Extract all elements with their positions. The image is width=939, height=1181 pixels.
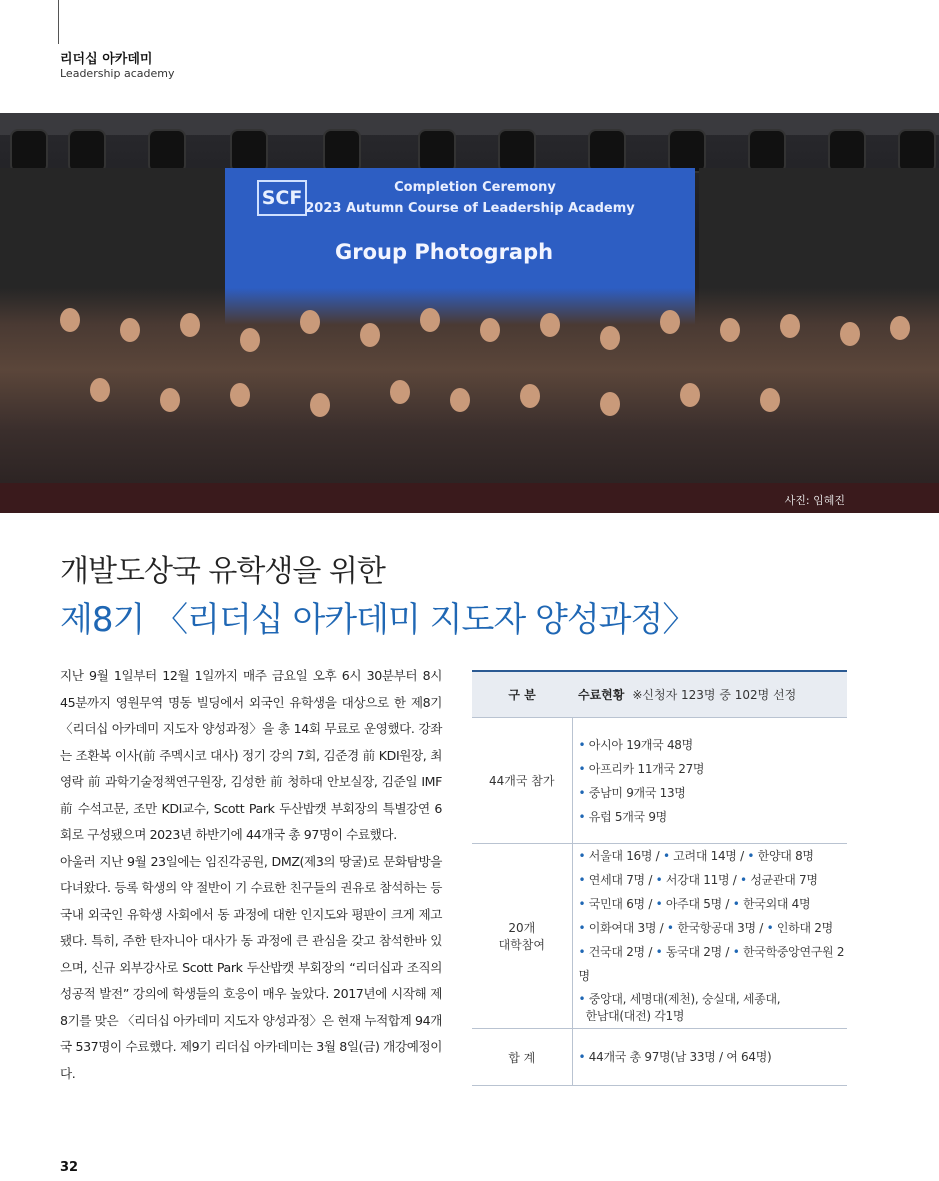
row-label-universities-b: 대학참여 [498,938,545,952]
list-item: • 연세대 7명 / • 서강대 11명 / • 성균관대 7명 [578,873,818,887]
page-number: 32 [60,1160,79,1175]
table-row-universities [472,844,847,1029]
article-body [60,663,442,1087]
list-item: • 아시아 19개국 48명 [578,737,693,752]
table-header-status-label: 수료현황 [578,688,625,702]
screen-line-2: 2023 Autumn Course of Leadership Academy [305,201,635,216]
list-item: • 서울대 16명 / • 고려대 14명 / • 한양대 8명 [578,849,814,863]
row-total-value [572,1029,847,1086]
section-subtitle: Leadership academy [60,67,175,80]
list-item: • 중남미 9개국 13명 [578,785,686,800]
list-item: • 이화여대 3명 / • 한국항공대 3명 / • 인하대 2명 [578,921,833,935]
table-header-category: 구 분 [472,671,572,718]
stage-truss [0,113,939,135]
row-universities-list [572,844,847,1029]
list-item: • 유럽 5개국 9명 [578,809,667,824]
screen-line-1: Completion Ceremony [394,180,556,195]
section-title: 리더십 아카데미 [60,52,153,67]
completion-table [472,670,847,1086]
list-item: • 국민대 6명 / • 아주대 5명 / • 한국외대 4명 [578,897,811,911]
list-item: • 44개국 총 97명(남 33명 / 여 64명) [578,1050,772,1064]
screen-line-3: Group Photograph [335,240,554,264]
table-row-total [472,1029,847,1086]
header-rule [58,0,59,44]
row-label-total: 합 계 [472,1029,572,1086]
table-row-regions [472,718,847,844]
photo-credit: 사진: 임혜진 [784,494,845,507]
row-label-countries: 44개국 참가 [472,718,572,844]
row-label-universities-a: 20개 [508,921,536,935]
list-item: • 아프리카 11개국 27명 [578,761,705,776]
row-regions-list [572,718,847,844]
article-title-line-2: 제8기 〈리더십 아카데미 지도자 양성과정〉 [60,600,696,640]
crowd [0,288,939,493]
table-header-note: ※신청자 123명 중 102명 선정 [632,688,797,702]
list-item: • 중앙대, 세명대(제천), 숭실대, 세종대, 한남대(대전) 각1명 [578,992,781,1023]
group-photo [0,113,939,513]
table-header-status [572,671,847,718]
article-title-line-1: 개발도상국 유학생을 위한 [60,554,385,589]
scf-logo: SCF [257,180,307,216]
list-item: • 건국대 2명 / • 동국대 2명 / • 한국학중앙연구원 2명 [578,945,845,983]
body-paragraph-1: 지난 9월 1일부터 12월 1일까지 매주 금요일 오후 6시 30분부터 8시 45분까지 영원무역 명동 빌딩에서 외국인 유학생을 대상으로 한 제8기 〈리더십 아카데미 지도자 양성과정〉을 총 14회 무료로 운영했다. 강좌는 조환복 이사(前 주멕시코 대사) 정기 강의 7회, 김준경 前 KDI원장, 최영락 前 과학기술정책연구원장, 김성한 前 청하대 안보실장, 김준일 IMF 前 수석고문, 조만 KDI교수, Scott Park 두산밥캣 부회장의 특별강연 6회로 구성됐으며 2023년 하반기에 44개국 총 97명이 수료했다. [60,668,442,842]
row-label-universities [472,844,572,1029]
body-paragraph-2: 아울러 지난 9월 23일에는 임진각공원, DMZ(제3의 땅굴)로 문화탐방을 다녀왔다. 등록 학생의 약 절반이 기 수료한 친구들의 권유로 참석하는 등 국내 외국인 유학생 사회에서 동 과정에 대한 인지도와 평판이 크게 제고됐다. 특히, 주한 탄자니아 대사가 동 과정에 큰 관심을 갖고 참석한바 있으며, 신규 외부강사로 Scott Park 두산밥캣 부회장의 “리더십과 조직의 성공적 발전” 강의에 학생들의 호응이 매우 높았다. 2017년에 시작해 제8기를 맞은 〈리더십 아카데미 지도자 양성과정〉은 현재 누적합계 94개국 537명이 수료했다. 제9기 리더십 아카데미는 3월 8일(금) 개강예정이다. [60,853,442,1081]
table-header-row [472,671,847,718]
